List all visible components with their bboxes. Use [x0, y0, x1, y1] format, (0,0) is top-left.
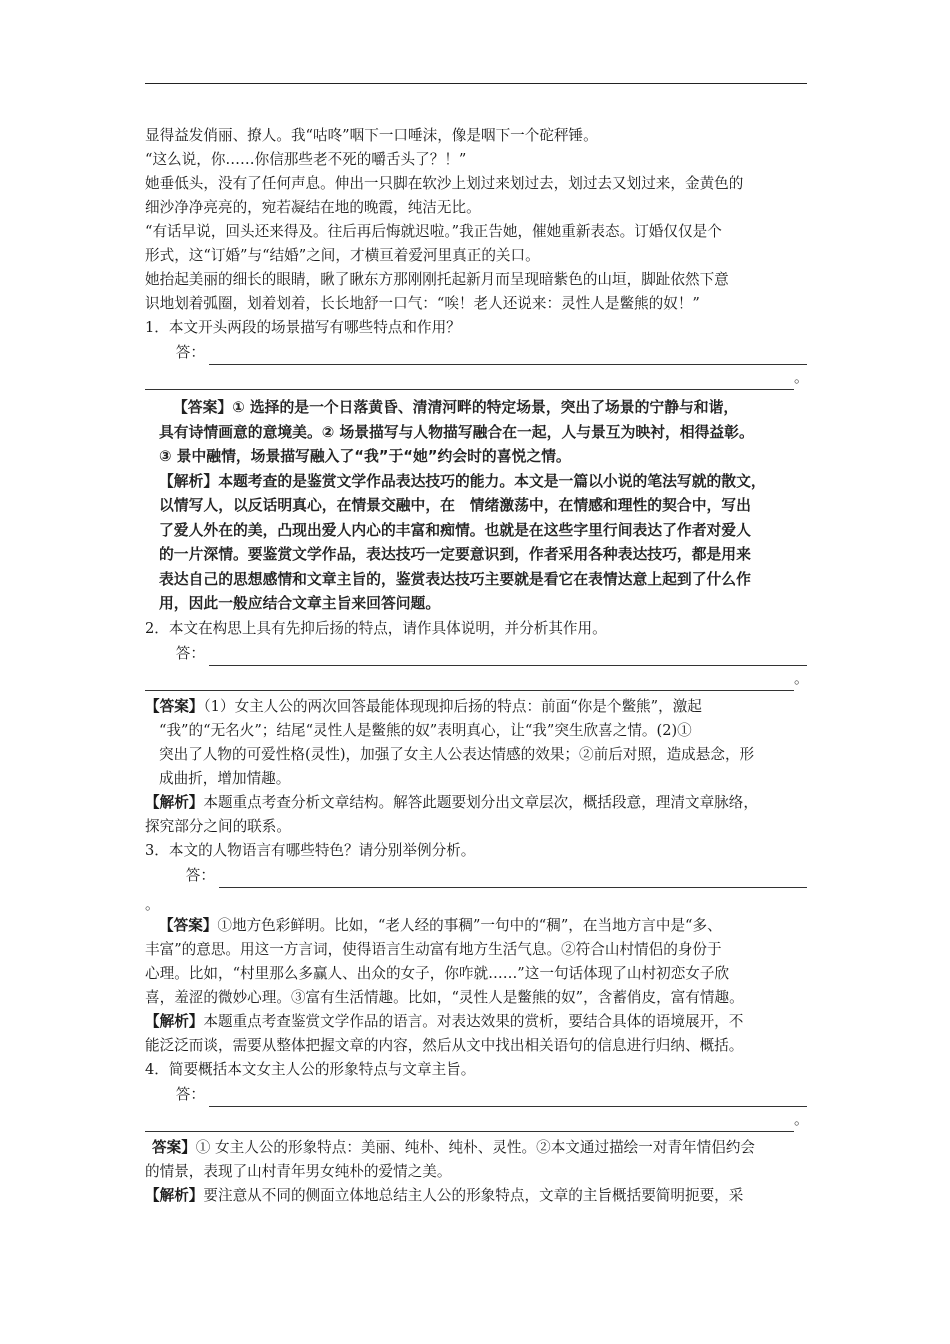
analysis-tag: 【解析】	[145, 1012, 204, 1030]
analysis-text: 表达自己的思想感情和文章主旨的，鉴赏表达技巧主要就是看它在表情达意上起到了什么作	[159, 570, 751, 588]
passage-line: “这么说，你……你信那些老不死的嚼舌头了？！”	[145, 151, 467, 168]
analysis-text: 的一片深情。要鉴赏文学作品，表达技巧一定要意识到，作者采用各种表达技巧，都是用来	[159, 546, 751, 563]
answer-text: 具有诗情画意的意境美。② 场景描写与人物描写融合在一起，人与景互为映衬，相得益彰。	[159, 423, 754, 441]
analysis-text: 了爱人外在的美，凸现出爱人内心的丰富和痴情。也就是在这些字里行间表达了作者对爱人	[159, 521, 751, 539]
answer-text: ① 女主人公的形象特点：美丽、纯朴、纯朴、灵性。②本文通过描绘一对青年情侣约会	[195, 1138, 756, 1156]
answer-line	[145, 641, 810, 666]
analysis-tag: 【解析】	[145, 1186, 204, 1204]
answer-line	[145, 1082, 810, 1107]
answer-label: 答：	[175, 1085, 205, 1103]
passage-line: 显得益发俏丽、撩人。我“咕咚”咽下一口唾沫，像是咽下一个砣秤锤。	[145, 127, 598, 144]
answer-blank[interactable]	[219, 870, 807, 888]
answer-text: （1）女主人公的两次回答最能体现现抑后扬的特点：前面“你是个鳖熊”，激起	[203, 697, 702, 715]
answer-text: “我”的“无名火”；结尾“灵性人是鳖熊的奴”表明真心，让“我”突生欣喜之情。(2)①	[159, 721, 692, 739]
header-rule	[145, 83, 807, 84]
answer-text: 心理。比如，“村里那么多赢人、出众的女子，你咋就……”这一句话体现了山村初恋女子欣	[145, 964, 730, 982]
question-2: 2．本文在构思上具有先抑后扬的特点，请作具体说明，并分析其作用。	[145, 619, 607, 637]
answer-blank[interactable]	[145, 1114, 794, 1132]
passage-line: 识地划着弧圈，划着划着，长长地舒一口气：“唉！老人还说来：灵性人是鳖熊的奴！”	[145, 295, 700, 312]
passage-line: 细沙净净亮亮的，宛若凝结在地的晚霞，纯洁无比。	[145, 199, 481, 216]
answer-period: 。	[794, 369, 809, 386]
analysis-tag: 【解析】	[145, 793, 204, 811]
passage-line: 形式，这“订婚”与“结婚”之间，才横亘着爱河里真正的关口。	[145, 247, 540, 264]
analysis-text: 要注意从不同的侧面立体地总结主人公的形象特点，文章的主旨概括要简明扼要，采	[203, 1186, 744, 1204]
answer-tag: 【答案】	[159, 916, 218, 934]
answer-line	[145, 365, 810, 390]
answer-block-1	[145, 396, 810, 617]
answer-block-3	[145, 914, 810, 1058]
passage-line: 她抬起美丽的细长的眼睛，瞅了瞅东方那刚刚托起新月而呈现暗紫色的山垣，脚趾依然下意	[145, 271, 729, 288]
answer-text: ① 选择的是一个日落黄昏、清清河畔的特定场景，突出了场景的宁静与和谐，	[232, 399, 739, 416]
answer-label: 答：	[175, 644, 205, 662]
answer-text: 喜，羞涩的微妙心理。③富有生活情趣。比如，“灵性人是鳖熊的奴”，含蓄俏皮，富有情趣。	[145, 988, 744, 1006]
document-body	[145, 124, 810, 1208]
passage	[145, 124, 810, 316]
answer-block-2	[145, 695, 810, 839]
answer-label: 答：	[185, 866, 215, 884]
answer-text: 突出了人物的可爱性格(灵性)，加强了女主人公表达情感的效果；②前后对照，造成悬念，形	[159, 745, 755, 763]
answer-blank[interactable]	[209, 1089, 807, 1107]
answer-period: 。	[145, 895, 160, 913]
answer-period: 。	[794, 669, 809, 687]
answer-line	[145, 666, 810, 691]
answer-line	[145, 1107, 810, 1132]
answer-text: 丰富”的意思。用这一方言词，使得语言生动富有地方生活气息。②符合山村情侣的身份于	[145, 940, 722, 958]
answer-line	[145, 340, 810, 365]
question-3: 3．本文的人物语言有哪些特色？请分别举例分析。	[145, 841, 476, 859]
answer-tag: 【答案】	[173, 399, 233, 416]
answer-blank[interactable]	[209, 648, 807, 666]
answer-label: 答：	[175, 344, 205, 361]
answer-tag: 【答案】	[145, 697, 204, 715]
answer-text: 成曲折，增加情趣。	[159, 769, 291, 787]
question-1: 1．本文开头两段的场景描写有哪些特点和作用？	[145, 319, 461, 336]
answer-text: ③ 景中融情，场景描写融入了“我”于“她”约会时的喜悦之情。	[159, 448, 571, 465]
analysis-text: 本题重点考查鉴赏文学作品的语言。对表达效果的赏析，要结合具体的语境展开，不	[203, 1012, 744, 1030]
analysis-text: 探究部分之间的联系。	[145, 817, 291, 835]
passage-line: 她垂低头，没有了任何声息。伸出一只脚在软沙上划过来划过去，划过去又划过来，金黄色的	[145, 175, 744, 192]
analysis-tag: 【解析】	[159, 472, 219, 490]
analysis-text: 本题重点考查分析文章结构。解答此题要划分出文章层次，概括段意，理清文章脉络，	[203, 793, 758, 811]
analysis-text: 能泛泛而谈，需要从整体把握文章的内容，然后从文中找出相关语句的信息进行归纳、概括。	[145, 1036, 744, 1054]
answer-blank[interactable]	[145, 372, 794, 390]
analysis-text: 用，因此一般应结合文章主旨来回答问题。	[159, 595, 441, 612]
analysis-text: 本题考查的是鉴赏文学作品表达技巧的能力。本文是一篇以小说的笔法写就的散文，	[218, 472, 766, 490]
answer-blank[interactable]	[145, 673, 794, 691]
answer-text: 的情景，表现了山村青年男女纯朴的爱情之美。	[145, 1162, 452, 1180]
answer-period: 。	[794, 1110, 809, 1128]
passage-line: “有话早说，回头还来得及。往后再后悔就迟啦。”我正告她，催她重新表态。订婚仅仅是个	[145, 223, 722, 240]
answer-text: ①地方色彩鲜明。比如，“老人经的事稠”一句中的“稠”，在当地方言中是“多、	[217, 916, 722, 934]
answer-line	[145, 863, 810, 888]
answer-tag: 答案】	[152, 1138, 196, 1156]
question-4: 4．简要概括本文女主人公的形象特点与文章主旨。	[145, 1060, 476, 1078]
analysis-text: 以情写人，以反话明真心，在情景交融中，在 情绪激荡中，在情感和理性的契合中，写出	[159, 497, 751, 514]
answer-block-4	[145, 1136, 810, 1208]
answer-blank[interactable]	[209, 347, 807, 365]
